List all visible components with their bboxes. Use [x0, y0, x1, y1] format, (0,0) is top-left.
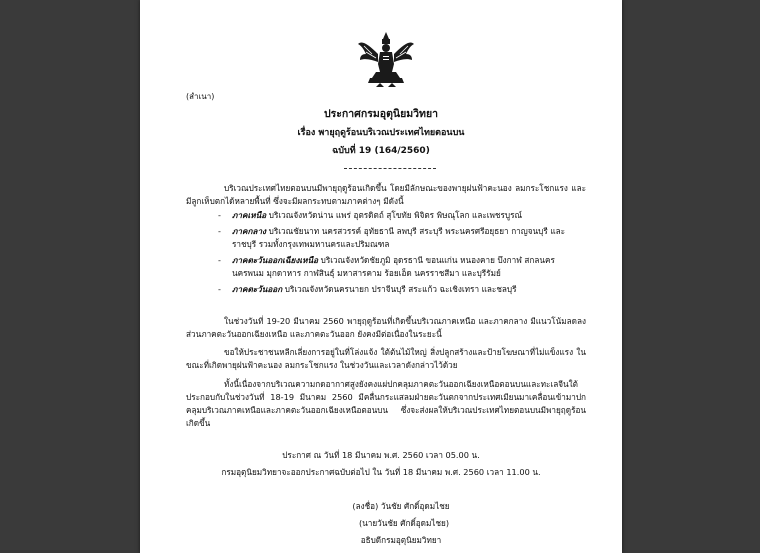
region-name: ภาคตะวันออก — [232, 284, 283, 294]
region-item-northeast: - ภาคตะวันออกเฉียงเหนือ บริเวณจังหวัดชัยภูมิ อุดรธานี ขอนแก่น หนองคาย บึงกาฬ สกลนคร นครพนม มุกดาหาร กาฬสินธุ์ มหาสารคาม ร้อยเอ็ด นครราชสีมา และบุรีรัมย์ — [218, 255, 555, 278]
copy-label: (สำเนา) — [186, 92, 215, 101]
forecast-paragraph: ในช่วงวันที่ 19-20 มีนาคม 2560 พายุฤดูร้อนที่เกิดขึ้นบริเวณภาคเหนือ และภาคกลาง มีแนวโน้มลดลง ส่วนภาคตะวันออกเฉียงเหนือ และภาคตะวันออก ยังคงมีต่อเนื่องในระยะนี้ — [186, 316, 586, 339]
announcement-subject: เรื่อง พายุฤดูร้อนบริเวณประเทศไทยตอนบน — [297, 128, 465, 138]
announcement-issue-number: ฉบับที่ 19 (164/2560) — [332, 146, 430, 156]
region-name: ภาคตะวันออกเฉียงเหนือ — [232, 255, 319, 265]
region-name: ภาคกลาง — [232, 226, 267, 236]
region-name: ภาคเหนือ — [232, 210, 267, 220]
issued-datetime: ประกาศ ณ วันที่ 18 มีนาคม พ.ศ. 2560 เวลา 05.00 น. — [282, 450, 480, 460]
dashed-divider — [344, 168, 436, 169]
region-item-central: - ภาคกลาง บริเวณชัยนาท นครสวรรค์ อุทัยธานี ลพบุรี สระบุรี พระนครศรีอยุธยา กาญจนบุรี และราชบุรี รวมทั้งกรุงเทพมหานครและปริมณฑล — [218, 226, 566, 249]
signer-name: (นายวันชัย ศักดิ์อุดมไชย) — [358, 518, 450, 528]
signature-line: (ลงชื่อ) วันชัย ศักดิ์อุดมไชย — [352, 501, 450, 511]
document-page — [140, 0, 622, 553]
advisory-paragraph: ขอให้ประชาชนหลีกเลี่ยงการอยู่ในที่โล่งแจ้ง ใต้ต้นไม้ใหญ่ สิ่งปลูกสร้างและป้ายโฆษณาที่ไม่แข็งแรง ในขณะที่เกิดพายุฝนฟ้าคะนอง ลมกระโชกแรง ในช่วงวันและเวลาดังกล่าวไว้ด้วย — [186, 347, 586, 370]
intro-paragraph: บริเวณประเทศไทยตอนบนมีพายุฤดูร้อนเกิดขึ้น โดยมีลักษณะของพายุฝนฟ้าคะนอง ลมกระโชกแรง และมีลูกเห็บตกได้หลายพื้นที่ ซึ่งจะมีผลกระทบตามภาคต่างๆ มีดังนี้ — [186, 183, 586, 206]
region-item-north: - ภาคเหนือ บริเวณจังหวัดน่าน แพร่ อุตรดิตถ์ สุโขทัย พิจิตร พิษณุโลก และเพชรบูรณ์ — [218, 210, 523, 220]
garuda-emblem-icon — [356, 30, 416, 88]
cause-paragraph: ทั้งนี้เนื่องจากบริเวณความกดอากาศสูงยังคงแผ่ปกคลุมภาคตะวันออกเฉียงเหนือตอนบนและทะเลจีนใต้ ประกอบกับในช่วงวันที่ 18-19 มีนาคม 2560 มีคลื่นกระแสลมฝ่ายตะวันตกจากประเทศเมียนมาเคลื่อนเข้ามาปกคลุมบริเวณภาคเหนือและภาคตะวันออกเฉียงเหนือตอนบน ซึ่งจะส่งผลให้บริเวณประเทศไทยตอนบนมีพายุฤดูร้อนเกิดขึ้น — [186, 379, 586, 428]
next-issue-notice: กรมอุตุนิยมวิทยาจะออกประกาศฉบับต่อไป ใน วันที่ 18 มีนาคม พ.ศ. 2560 เวลา 11.00 น. — [221, 467, 541, 477]
affected-regions-list — [218, 209, 582, 299]
region-text: บริเวณจังหวัดนครนายก ปราจีนบุรี สระแก้ว ฉะเชิงเทรา และชลบุรี — [282, 284, 517, 294]
region-text: บริเวณชัยนาท นครสวรรค์ อุทัยธานี ลพบุรี สระบุรี พระนครศรีอยุธยา กาญจนบุรี และราชบุรี รวมทั้งกรุงเทพมหานครและปริมณฑล — [232, 226, 566, 249]
region-text: บริเวณจังหวัดชัยภูมิ อุดรธานี ขอนแก่น หนองคาย บึงกาฬ สกลนคร นครพนม มุกดาหาร กาฬสินธุ์ มหาสารคาม ร้อยเอ็ด นครราชสีมา และบุรีรัมย์ — [232, 255, 555, 278]
region-text: บริเวณจังหวัดน่าน แพร่ อุตรดิตถ์ สุโขทัย พิจิตร พิษณุโลก และเพชรบูรณ์ — [266, 210, 523, 220]
announcement-title: ประกาศกรมอุตุนิยมวิทยา — [323, 108, 439, 120]
signer-position: อธิบดีกรมอุตุนิยมวิทยา — [360, 535, 442, 545]
region-item-east: - ภาคตะวันออก บริเวณจังหวัดนครนายก ปราจีนบุรี สระแก้ว ฉะเชิงเทรา และชลบุรี — [218, 284, 517, 294]
